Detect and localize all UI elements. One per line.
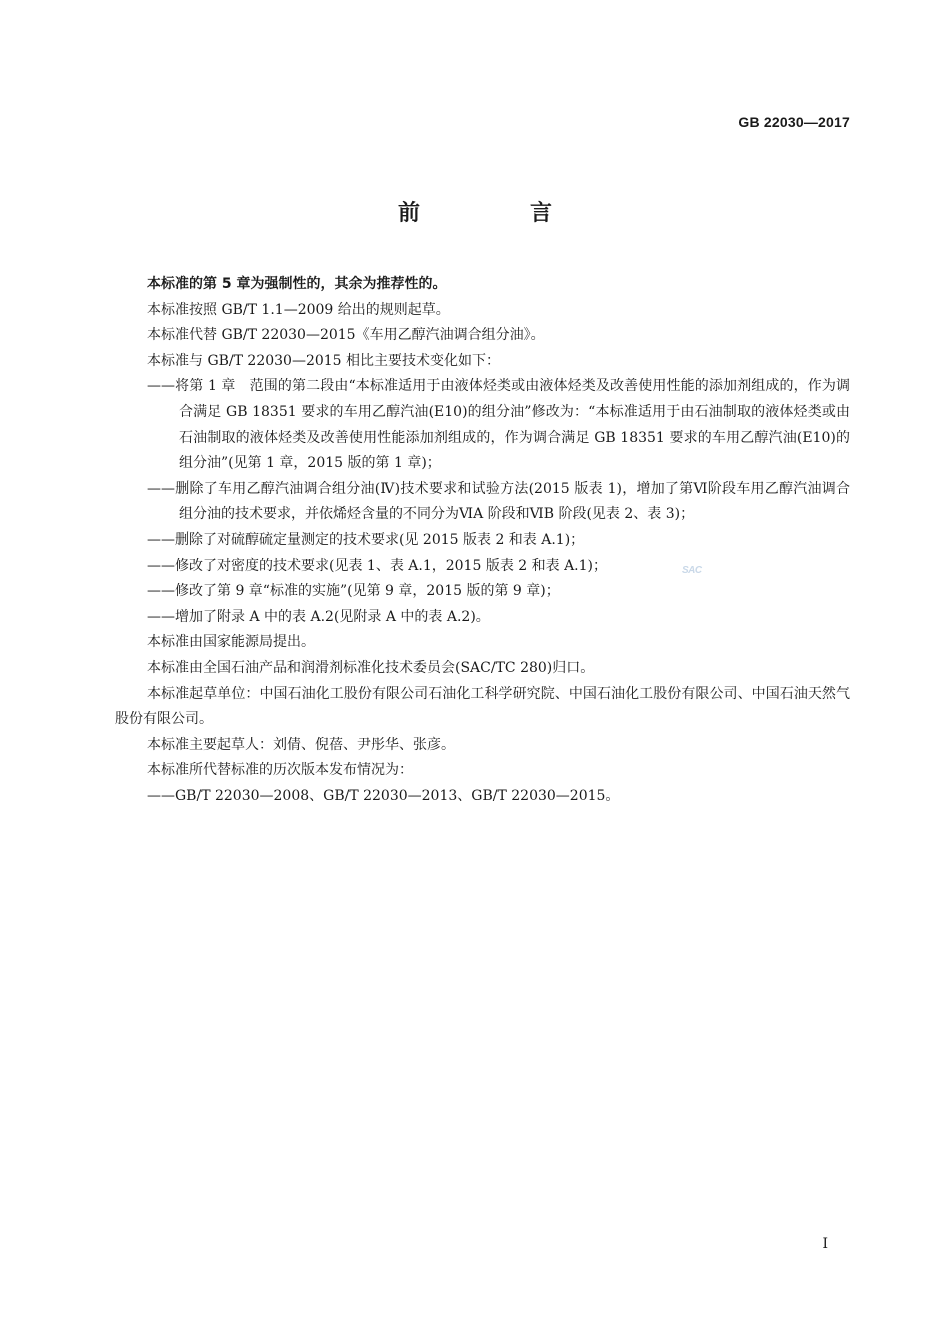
page-number: I [822, 1236, 828, 1252]
change-item-implementation: ——修改了第 9 章“标准的实施”(见第 9 章，2015 版的第 9 章)； [147, 583, 560, 600]
foreword-body [115, 272, 850, 809]
previous-editions-list: ——GB/T 22030—2008、GB/T 22030—2013、GB/T 22030—2015。 [147, 787, 620, 804]
drafting-units-paragraph: 本标准起草单位：中国石油化工股份有限公司石油化工科学研究院、中国石油化工股份有限公司、中国石油天然气股份有限公司。 [115, 685, 850, 728]
replaces-standard-paragraph: 本标准代替 GB/T 22030—2015《车用乙醇汽油调合组分油》。 [147, 327, 545, 344]
change-item-density: ——修改了对密度的技术要求(见表 1、表 A.1，2015 版表 2 和表 A.1)； [147, 557, 608, 574]
changes-intro-paragraph: 本标准与 GB/T 22030—2015 相比主要技术变化如下： [147, 352, 501, 369]
drafters-paragraph: 本标准主要起草人：刘倩、倪蓓、尹彤华、张彦。 [147, 736, 455, 753]
proposed-by-paragraph: 本标准由国家能源局提出。 [147, 634, 315, 651]
drafting-rules-paragraph: 本标准按照 GB/T 1.1—2009 给出的规则起草。 [147, 301, 450, 318]
change-item-scope: ——将第 1 章 范围的第二段由“本标准适用于由液体烃类或由液体烃类及改善使用性能的添加剂组成的，作为调合满足 GB 18351 要求的车用乙醇汽油(E10)的组分油”修改为：“本标准适用于由石油制取的液体烃类或由石油制取的液体烃类及改善使用性能添加剂组成的，作为调合满足 GB 18351 要求的车用乙醇汽油(E10)的组分油”(见第 1 章，2015 版的第 1 章)； [147, 378, 850, 472]
standard-code-header: GB 22030—2017 [738, 114, 850, 130]
change-item-annex-table: ——增加了附录 A 中的表 A.2(见附录 A 中的表 A.2)。 [147, 608, 490, 625]
previous-editions-intro: 本标准所代替标准的历次版本发布情况为： [147, 762, 413, 779]
change-item-requirements: ——删除了车用乙醇汽油调合组分油(Ⅳ)技术要求和试验方法(2015 版表 1)，增加了第Ⅵ阶段车用乙醇汽油调合组分油的技术要求，并依烯烃含量的不同分为ⅥA 阶段和ⅥB 阶段(见表 2、表 3)； [147, 480, 850, 523]
under-jurisdiction-paragraph: 本标准由全国石油产品和润滑剂标准化技术委员会(SAC/TC 280)归口。 [147, 659, 595, 676]
page-title: 前 言 [397, 201, 596, 226]
mandatory-statement: 本标准的第 5 章为强制性的，其余为推荐性的。 [147, 276, 447, 292]
sac-watermark: SAC [682, 565, 702, 576]
change-item-mercaptan: ——删除了对硫醇硫定量测定的技术要求(见 2015 版表 2 和表 A.1)； [147, 531, 585, 548]
